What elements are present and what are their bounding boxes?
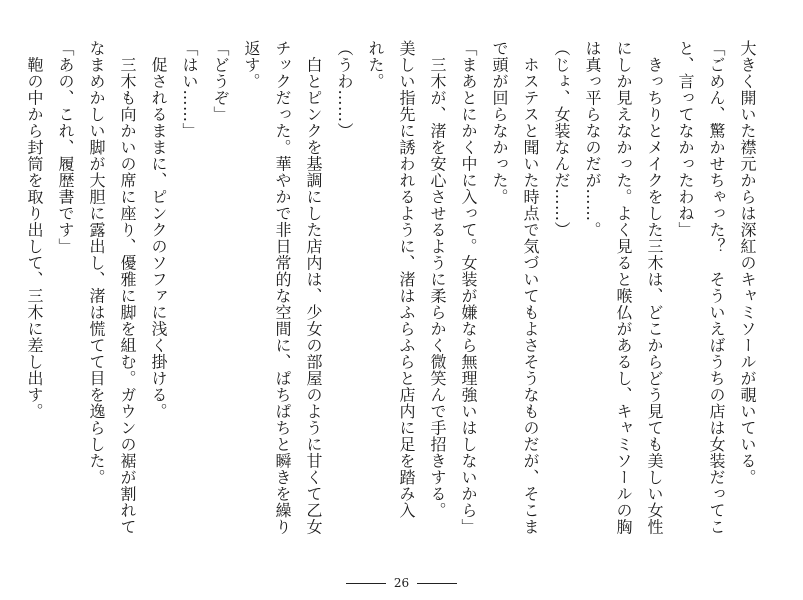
text-line: 「はい……」 (180, 40, 199, 139)
text-line: チックだった。華やかで非日常的な空間に、ぱちぱちと瞬きを繰り (273, 40, 292, 535)
folio-rule-left (346, 583, 386, 584)
text-line: で頭が回らなかった。 (490, 40, 509, 205)
text-line: （うわ……） (335, 40, 354, 139)
text-line: 「どうぞ」 (211, 40, 230, 123)
folio-rule-right (417, 583, 457, 584)
text-line: 美しい指先に誘われるように、渚はふらふらと店内に足を踏み入 (397, 40, 416, 519)
text-line: と、言ってなかったわね」 (676, 40, 695, 238)
text-line: 三木も向かいの席に座り、優雅に脚を組む。ガウンの裾が割れて (118, 40, 137, 535)
page-number: 26 (393, 576, 410, 590)
page-number-footer (0, 576, 803, 590)
text-line: 三木が、渚を安心させるように柔らかく微笑んで手招きする。 (428, 40, 447, 519)
text-line: 大きく開いた襟元からは深紅のキャミソールが覗いている。 (738, 40, 757, 486)
text-line: 白とピンクを基調にした店内は、少女の部屋のように甘くて乙女 (304, 40, 323, 535)
text-line: れた。 (366, 40, 385, 90)
text-line: 鞄の中から封筒を取り出して、三木に差し出す。 (25, 40, 44, 420)
text-line: （じょ、女装なんだ……） (552, 40, 571, 238)
vertical-text-body (25, 40, 763, 560)
text-line: なまめかしい脚が大胆に露出し、渚は慌てて目を逸らした。 (87, 40, 106, 486)
text-line: は真っ平らなのだが……。 (583, 40, 602, 238)
text-line: にしか見えなかった。よく見ると喉仏があるし、キャミソールの胸 (614, 40, 633, 535)
text-line: 「ごめん、驚かせちゃった？ そういえばうちの店は女装だってこ (707, 40, 726, 535)
text-line: きっちりとメイクをした三木は、どこからどう見ても美しい女性 (645, 40, 664, 535)
text-line: 返す。 (242, 40, 261, 90)
text-line: 「まあとにかく中に入って。女装が嫌なら無理強いはしないから」 (459, 40, 478, 535)
text-line: ホステスと聞いた時点で気づいてもよさそうなものだが、そこま (521, 40, 540, 535)
text-line: 「あの、これ、履歴書です」 (56, 40, 75, 255)
text-line: 促されるままに、ピンクのソファに浅く掛ける。 (149, 40, 168, 420)
